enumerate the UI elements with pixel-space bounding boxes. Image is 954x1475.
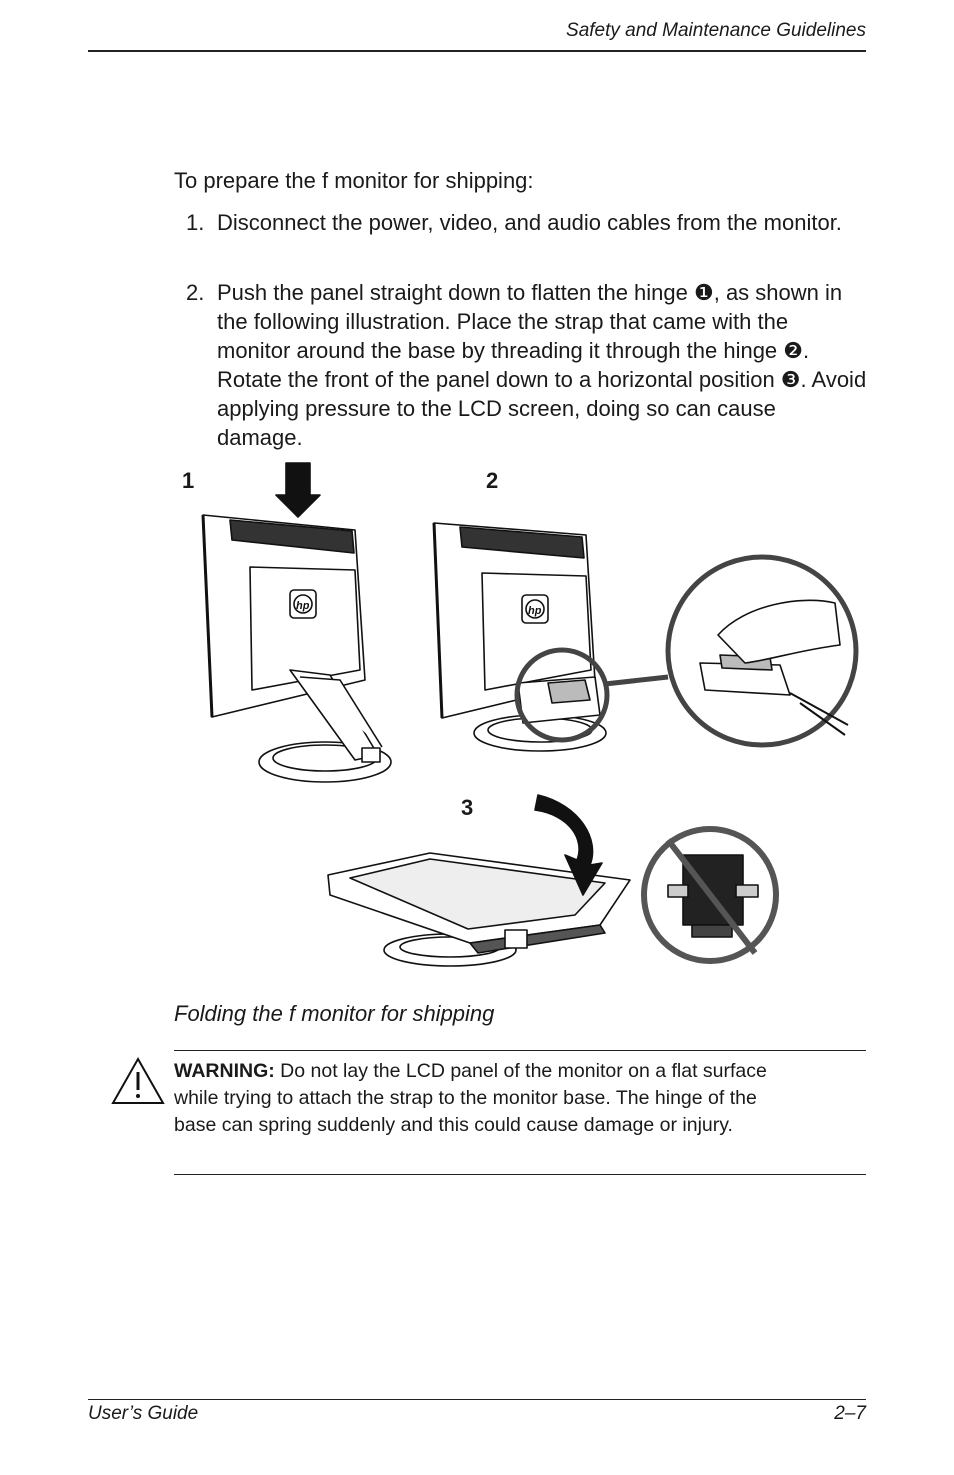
figure-label-3: 3	[461, 795, 474, 820]
warning-body: Do not lay the LCD panel of the monitor on a flat surface while trying to attach the strap to the monitor base. The hinge of the base can spring suddenly and this could cause damage or injury.	[174, 1060, 767, 1136]
zoom-detail	[668, 557, 856, 745]
warning-bottom-rule	[174, 1174, 866, 1175]
running-header: Safety and Maintenance Guidelines	[566, 20, 866, 41]
monitor-upright-1	[203, 463, 391, 782]
figure-label-2: 2	[486, 468, 499, 493]
hp-logo: hp	[296, 600, 310, 612]
header-rule	[88, 50, 866, 52]
footer-rule	[88, 1399, 866, 1400]
step-number: 2.	[186, 280, 205, 305]
hp-logo: hp	[528, 605, 542, 617]
step-2	[174, 278, 874, 454]
monitor-strap-2	[434, 523, 668, 751]
page-number: 2–7	[834, 1403, 866, 1424]
warning-triangle-icon	[111, 1056, 165, 1106]
footer-guide-title: User’s Guide	[88, 1403, 199, 1424]
step-text: Push the panel straight down to flatten the hinge ❶, as shown in the following illustration. Place the strap that came with the monitor around the base by threading it through the hinge ❷. Rotate the front of the panel down to a horizontal position ❸. Avoid applying pressure to the LCD screen, doing so can cause damage.	[217, 280, 867, 450]
push-down-arrow-icon	[276, 463, 320, 517]
intro-paragraph: To prepare the f monitor for shipping:	[174, 168, 534, 193]
figure-label-1: 1	[182, 468, 195, 493]
step-number: 1.	[186, 210, 205, 235]
warning-label: WARNING:	[174, 1060, 275, 1082]
shipping-illustration	[0, 455, 954, 985]
figure-caption: Folding the f monitor for shipping	[174, 1001, 495, 1026]
warning-top-rule	[174, 1050, 866, 1051]
prohibited-icon	[644, 829, 776, 961]
step-text: Disconnect the power, video, and audio cables from the monitor.	[217, 210, 842, 235]
step-1	[174, 208, 874, 268]
monitor-folded-3	[328, 795, 630, 966]
warning-text	[174, 1058, 774, 1139]
